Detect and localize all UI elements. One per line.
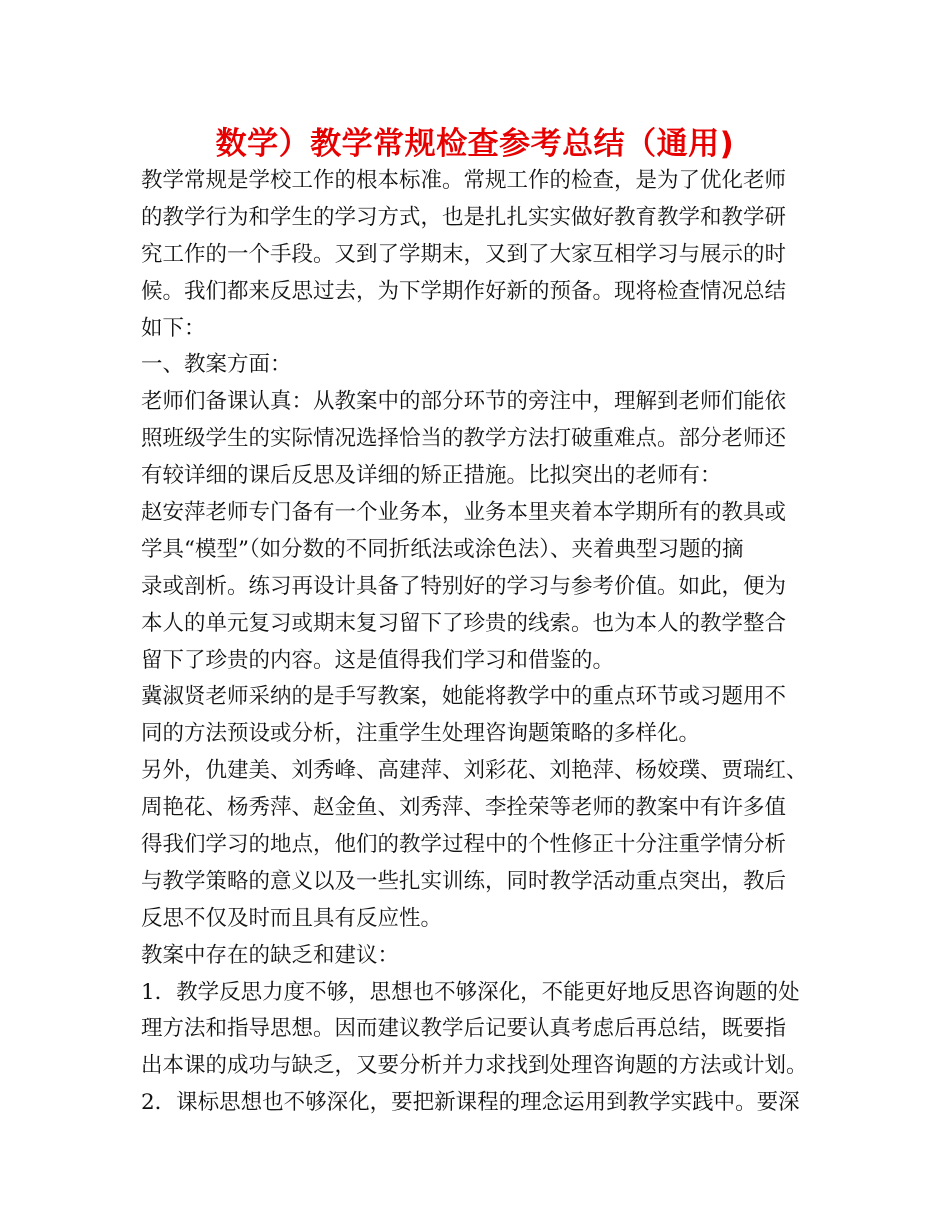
document-body [141,163,821,1122]
section-heading: 教案中存在的缺乏和建议： [141,942,400,968]
body-line: 留下了珍贵的内容。这是值得我们学习和借鉴的。 [141,647,615,673]
body-line: 照班级学生的实际情况选择恰当的教学方法打破重难点。部分老师还 [141,426,787,452]
body-line: 反思不仅及时而且具有反应性。 [141,905,443,931]
body-line: 理方法和指导思想。因而建议教学后记要认真考虑后再总结，既要指 [141,1016,787,1042]
body-line: 本人的单元复习或期末复习留下了珍贵的线索。也为本人的教学整合 [141,610,787,636]
section-heading: 一、教案方面： [141,352,292,378]
body-line: 与教学策略的意义以及一些扎实训练，同时教学活动重点突出，教后 [141,868,787,894]
body-line: 的教学行为和学生的学习方式，也是扎扎实实做好教育教学和教学研 [141,204,787,230]
body-line: 教学常规是学校工作的根本标准。常规工作的检查，是为了优化老师 [141,168,787,193]
body-line: 老师们备课认真：从教案中的部分环节的旁注中，理解到老师们能依 [141,389,787,415]
body-line: 周艳花、杨秀萍、赵金鱼、刘秀萍、李拴荣等老师的教案中有许多值 [141,795,787,821]
body-line: 得我们学习的地点，他们的教学过程中的个性修正十分注重学情分析 [141,832,787,858]
body-line: 学具“模型”（如分数的不同折纸法或涂色法）、夹着典型习题的摘 [141,536,744,562]
body-line: 同的方法预设或分析，注重学生处理咨询题策略的多样化。 [141,721,701,747]
body-line: 录或剖析。练习再设计具备了特别好的学习与参考价值。如此，便为 [141,573,787,599]
body-line: 如下： [141,315,206,341]
body-line: 候。我们都来反思过去，为下学期作好新的预备。现将检查情况总结 [141,278,787,304]
body-line: 出本课的成功与缺乏，又要分析并力求找到处理咨询题的方法或计划。 [141,1053,808,1079]
document-title: 数学）教学常规检查参考总结（通用) [215,126,735,162]
body-line: 赵安萍老师专门备有一个业务本，业务本里夹着本学期所有的教具或 [141,500,787,526]
body-line: 另外，仇建美、刘秀峰、高建萍、刘彩花、刘艳萍、杨姣璞、贾瑞红、 [141,758,808,784]
body-line: 有较详细的课后反思及详细的矫正措施。比拟突出的老师有： [141,463,722,489]
list-item: 1．教学反思力度不够，思想也不够深化，不能更好地反思咨询题的处 [141,979,800,1005]
body-line: 究工作的一个手段。又到了学期末，又到了大家互相学习与展示的时 [141,241,787,267]
body-line: 冀淑贤老师采纳的是手写教案，她能将教学中的重点环节或习题用不 [141,684,787,710]
list-item: 2．课标思想也不够深化，要把新课程的理念运用到教学实践中。要深 [141,1090,800,1116]
